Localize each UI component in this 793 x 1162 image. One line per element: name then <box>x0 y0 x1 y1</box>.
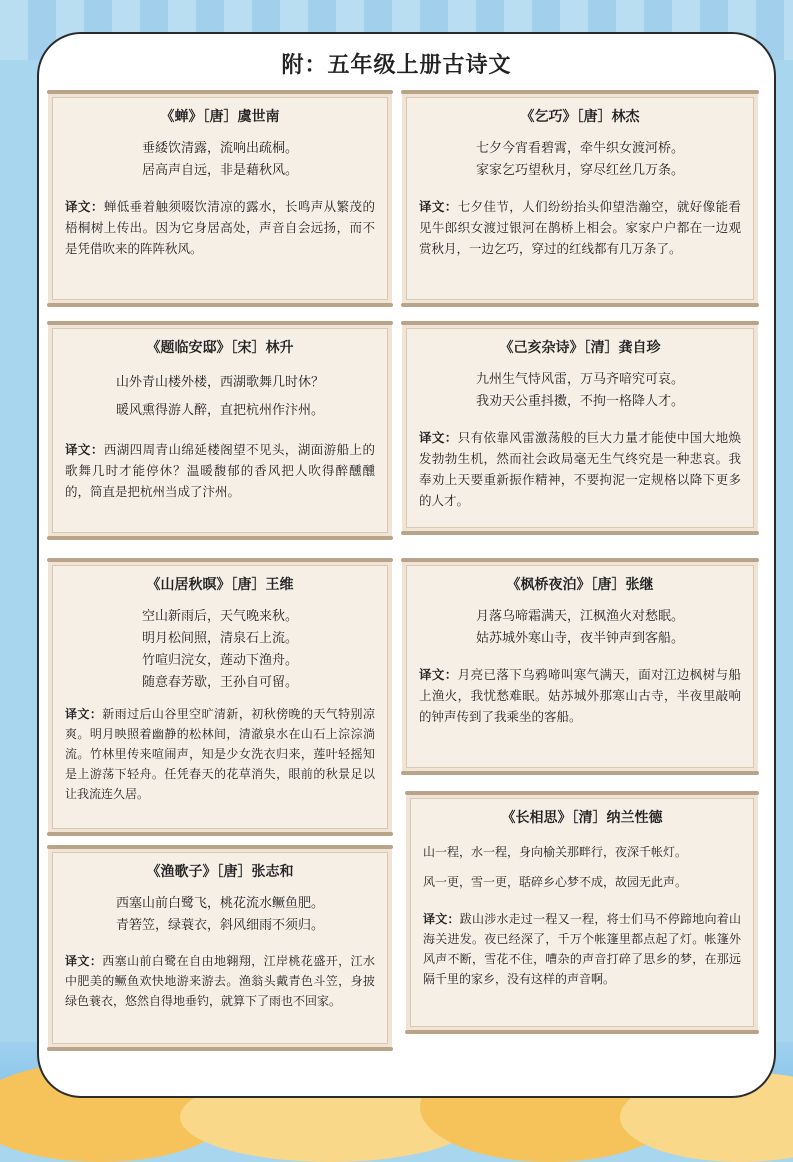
poem-heading: 《己亥杂诗》［清］龚自珍 <box>499 340 661 356</box>
translation-label: 译文： <box>419 430 458 445</box>
translation-label: 译文： <box>423 912 460 926</box>
poem-lines <box>423 839 741 895</box>
poem-heading: 《乞巧》［唐］林杰 <box>520 109 640 125</box>
poem-line: 空山新雨后，天气晚来秋。 <box>141 609 298 624</box>
poem-heading: 《长相思》［清］纳兰性德 <box>501 810 663 826</box>
poem-translation <box>65 704 375 804</box>
poem-card-chan <box>52 97 388 300</box>
poem-lines <box>65 369 375 425</box>
translation-label: 译文： <box>419 199 458 214</box>
poem-line: 七夕今宵看碧霄，牵牛织女渡河桥。 <box>475 141 684 156</box>
poem-card-qiqiao <box>406 97 754 300</box>
poem-lines <box>65 893 375 937</box>
translation-label: 译文： <box>65 442 104 457</box>
translation-text: 新雨过后山谷里空旷清新，初秋傍晚的天气特别凉爽。明月映照着幽静的松林间，清澈泉水在山石上淙淙淌流。竹林里传来喧闹声，知是少女洗衣归来，莲叶轻摇知是上游荡下轻舟。任凭春天的花草消失，眼前的秋景足以让我流连久居。 <box>65 707 375 801</box>
translation-text: 西塞山前白鹭在自由地翱翔，江岸桃花盛开，江水中肥美的鳜鱼欢快地游来游去。渔翁头戴青色斗笠，身披绿色蓑衣，悠然自得地垂钓，就算下了雨也不回家。 <box>65 954 375 1008</box>
poem-heading: 《山居秋暝》［唐］王维 <box>146 577 294 593</box>
poem-line: 月落乌啼霜满天，江枫渔火对愁眠。 <box>475 609 684 624</box>
poem-line: 风一更，雪一更，聒碎乡心梦不成，故园无此声。 <box>423 875 688 889</box>
translation-text: 蝉低垂着触须啜饮清凉的露水，长鸣声从繁茂的梧桐树上传出。因为它身居高处，声音自会远扬，而不是凭借吹来的阵阵秋风。 <box>65 199 375 256</box>
poem-heading: 《蝉》［唐］虞世南 <box>160 109 280 125</box>
translation-label: 译文： <box>65 707 103 721</box>
poem-translation <box>419 664 741 727</box>
poem-line: 竹喧归浣女，莲动下渔舟。 <box>141 653 298 668</box>
poem-lines <box>419 138 741 182</box>
poem-line: 家家乞巧望秋月，穿尽红丝几万条。 <box>475 163 684 178</box>
poem-line: 姑苏城外寒山寺，夜半钟声到客船。 <box>475 631 684 646</box>
poem-translation <box>423 909 741 989</box>
translation-label: 译文： <box>65 199 104 214</box>
poem-lines <box>419 369 741 413</box>
poem-heading: 《枫桥夜泊》［唐］张继 <box>506 577 654 593</box>
poem-translation <box>65 951 375 1011</box>
translation-text: 只有依靠风雷激荡般的巨大力量才能使中国大地焕发勃勃生机，然而社会政局毫无生气终究是一种悲哀。我奉劝上天要重新振作精神，不要拘泥一定规格以降下更多的人才。 <box>419 430 741 508</box>
poem-card-jihaizashi <box>406 328 754 528</box>
poem-card-yugezi <box>52 852 388 1044</box>
poem-line: 暖风熏得游人醉，直把杭州作汴州。 <box>115 403 324 418</box>
poem-translation <box>65 439 375 502</box>
poem-card-changxiangsi <box>410 798 754 1027</box>
translation-text: 七夕佳节，人们纷纷抬头仰望浩瀚空，就好像能看见牛郎织女渡过银河在鹊桥上相会。家家户户都在一边观赏秋月，一边乞巧，穿过的红线都有几万条了。 <box>419 199 741 256</box>
poem-line: 明月松间照，清泉石上流。 <box>141 631 298 646</box>
poem-line: 九州生气恃风雷，万马齐喑究可哀。 <box>475 372 684 387</box>
poem-heading: 《题临安邸》［宋］林升 <box>146 340 294 356</box>
translation-text: 跋山涉水走过一程又一程，将士们马不停蹄地向着山海关进发。夜已经深了，千万个帐篷里都点起了灯。帐篷外风声不断，雪花不住，嘈杂的声音打碎了思乡的梦，在那远隔千里的家乡，没有这样的声音啊。 <box>423 912 741 986</box>
poem-card-tilinandi <box>52 328 388 533</box>
translation-label: 译文： <box>65 954 103 968</box>
translation-text: 西湖四周青山绵延楼阁望不见头，湖面游船上的歌舞几时才能停休？温暖馥郁的香风把人吹得醉醺醺的，简直是把杭州当成了汴州。 <box>65 442 375 499</box>
poem-translation <box>419 196 741 259</box>
poem-lines <box>419 606 741 650</box>
poem-line: 垂緌饮清露，流响出疏桐。 <box>141 141 298 156</box>
poem-heading: 《渔歌子》［唐］张志和 <box>146 864 294 880</box>
translation-text: 月亮已落下乌鸦啼叫寒气满天，面对江边枫树与船上渔火，我忧愁难眠。姑苏城外那寒山古寺，半夜里敲响的钟声传到了我乘坐的客船。 <box>419 667 741 724</box>
poem-translation <box>65 196 375 259</box>
poem-lines <box>65 138 375 182</box>
poem-line: 山一程，水一程，身向榆关那畔行，夜深千帐灯。 <box>423 845 688 859</box>
poem-line: 居高声自远，非是藉秋风。 <box>141 163 298 178</box>
poem-translation <box>419 427 741 511</box>
poem-line: 我劝天公重抖擞，不拘一格降人才。 <box>475 394 684 409</box>
poem-line: 青箬笠，绿蓑衣，斜风细雨不须归。 <box>115 918 324 933</box>
poem-line: 随意春芳歇，王孙自可留。 <box>141 675 298 690</box>
poem-line: 西塞山前白鹭飞，桃花流水鳜鱼肥。 <box>115 896 324 911</box>
poem-card-fengqiaoyebo <box>406 565 754 768</box>
poem-card-shanjuqiuming <box>52 565 388 829</box>
poem-lines <box>65 606 375 694</box>
translation-label: 译文： <box>419 667 458 682</box>
page-title: 附：五年级上册古诗文 <box>281 52 512 78</box>
poem-line: 山外青山楼外楼，西湖歌舞几时休？ <box>115 375 324 390</box>
